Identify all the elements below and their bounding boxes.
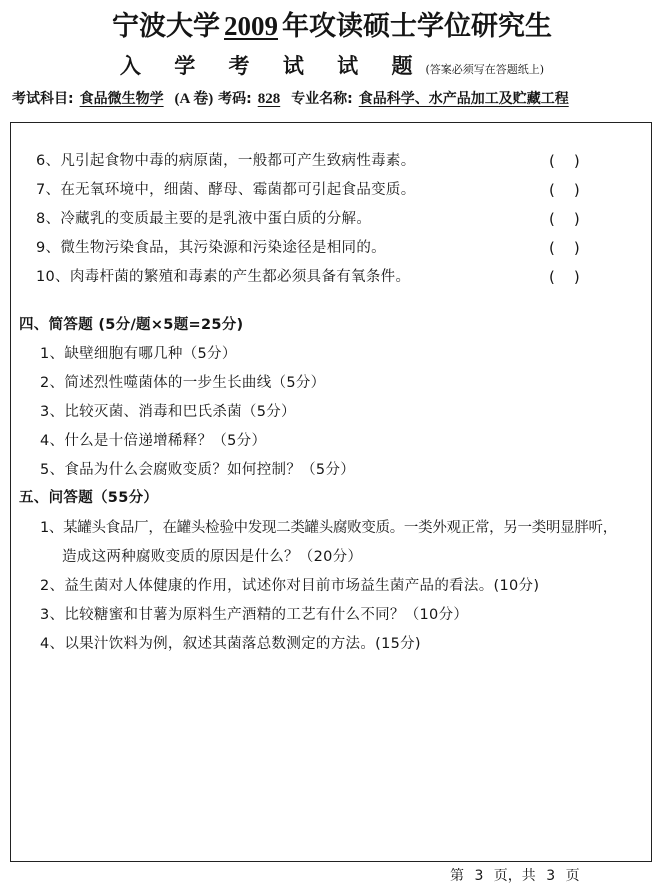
major-value: 食品科学、水产品加工及贮藏工程	[358, 91, 569, 107]
tf-item-6: 6、凡引起食物中毒的病原菌，一般都可产生致病性毒素。	[36, 153, 416, 169]
tf-blank-10: ( )	[549, 268, 580, 286]
s5-item-1-line2: 造成这两种腐败变质的原因是什么？（20分）	[62, 549, 363, 565]
exam-subtitle	[0, 53, 664, 83]
exam-meta	[12, 89, 662, 109]
subtitle-main: 入 学 考 试 试 题	[119, 53, 426, 78]
s5-item-4: 4、以果汁饮料为例，叙述其菌落总数测定的方法。(15分)	[40, 636, 421, 652]
s4-item-5: 5、食品为什么会腐败变质？如何控制？（5分）	[40, 462, 356, 478]
s5-item-2: 2、益生菌对人体健康的作用，试述你对目前市场益生菌产品的看法。(10分)	[40, 578, 540, 594]
tf-blank-8: ( )	[549, 210, 580, 228]
exam-title	[0, 10, 664, 43]
s4-item-2: 2、简述烈性噬菌体的一步生长曲线（5分）	[40, 375, 326, 391]
section4-heading: 四、简答题 (5分/题×5题=25分)	[19, 317, 244, 333]
exam-year: 2009	[224, 11, 278, 41]
page-number: 第 3 页，共 3 页	[450, 868, 580, 884]
major-label: 专业名称:	[291, 91, 353, 107]
tf-blank-6: ( )	[549, 152, 580, 170]
subject-value: 食品微生物学	[79, 91, 164, 107]
tf-item-7: 7、在无氧环境中，细菌、酵母、霉菌都可引起食品变质。	[36, 182, 416, 198]
s4-item-4: 4、什么是十倍递增稀释？（5分）	[40, 433, 267, 449]
code-value: 828	[257, 91, 281, 107]
subtitle-note: (答案必须写在答题纸上)	[425, 63, 545, 76]
s4-item-3: 3、比较灭菌、消毒和巴氏杀菌（5分）	[40, 404, 296, 420]
tf-blank-9: ( )	[549, 239, 580, 257]
s5-item-3: 3、比较糖蜜和甘薯为原料生产酒精的工艺有什么不同？（10分）	[40, 607, 469, 623]
tf-blank-7: ( )	[549, 181, 580, 199]
tf-item-8: 8、冷藏乳的变质最主要的是乳液中蛋白质的分解。	[36, 211, 372, 227]
title-suffix: 年攻读硕士学位研究生	[282, 11, 552, 42]
tf-item-9: 9、微生物污染食品，其污染源和污染途径是相同的。	[36, 240, 386, 256]
subject-label: 考试科目:	[12, 91, 74, 107]
s4-item-1: 1、缺壁细胞有哪几种（5分）	[40, 346, 237, 362]
tf-item-10: 10、肉毒杆菌的繁殖和毒素的产生都必须具备有氧条件。	[36, 269, 411, 285]
section5-heading: 五、问答题（55分）	[19, 490, 159, 506]
s5-item-1-line1: 1、某罐头食品厂，在罐头检验中发现二类罐头腐败变质。一类外观正常，另一类明显胖听，	[40, 520, 617, 536]
code-label: 考码:	[218, 91, 252, 107]
university-name: 宁波大学	[112, 11, 220, 42]
paper-type: (A 卷)	[174, 91, 214, 107]
